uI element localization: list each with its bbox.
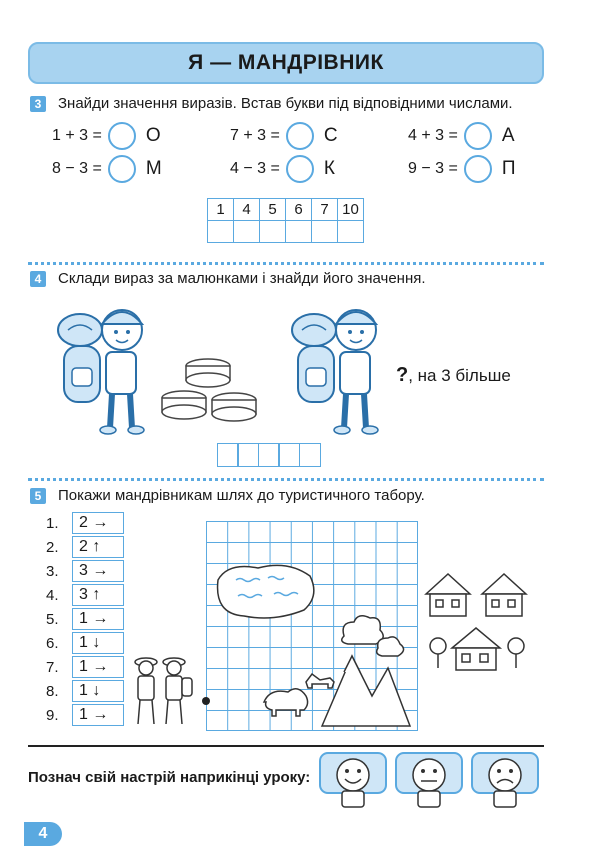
neutral-face-icon[interactable] xyxy=(394,751,464,809)
answer-circle[interactable] xyxy=(464,155,492,183)
path-step: 1. 2 → xyxy=(46,512,124,534)
hiker-boy-illustration xyxy=(50,292,160,438)
letter-cell[interactable] xyxy=(286,221,312,243)
answer-box[interactable] xyxy=(299,443,321,467)
task4-number: 4 xyxy=(30,271,46,287)
task5-instruction: Покажи мандрівникам шлях до туристичного табору. xyxy=(58,487,425,504)
path-step: 3. 3 → xyxy=(46,560,124,582)
page-title: Я — МАНДРІВНИК xyxy=(188,51,384,74)
sad-face-icon[interactable] xyxy=(470,751,540,809)
answer-box[interactable] xyxy=(217,443,239,467)
expression-5: 4 − 3 = К xyxy=(230,155,335,183)
mood-label: Познач свій настрій наприкінці уроку: xyxy=(28,769,311,786)
expression-6: 9 − 3 = П xyxy=(408,155,515,183)
answer-circle[interactable] xyxy=(108,122,136,150)
task3-number: 3 xyxy=(30,96,46,112)
mood-divider xyxy=(28,745,544,747)
answer-box[interactable] xyxy=(278,443,300,467)
happy-face-icon[interactable] xyxy=(318,751,388,809)
answer-box[interactable] xyxy=(237,443,259,467)
expression-1: 1 + 3 = О xyxy=(52,122,161,150)
answer-circle[interactable] xyxy=(286,122,314,150)
path-step: 2. 2 ↑ xyxy=(46,536,124,558)
letter-cell[interactable] xyxy=(312,221,338,243)
section-divider xyxy=(28,478,544,481)
task4-instruction: Склади вираз за малюнками і знайди його значення. xyxy=(58,270,426,287)
tourists-illustration xyxy=(128,652,196,728)
letter-cell[interactable] xyxy=(234,221,260,243)
answer-circle[interactable] xyxy=(108,155,136,183)
expression-4: 8 − 3 = М xyxy=(52,155,162,183)
path-step: 5. 1 → xyxy=(46,608,124,630)
forest-mountains-illustration xyxy=(260,606,420,732)
page-number: 4 xyxy=(24,822,62,846)
tin-cans-illustration xyxy=(160,356,262,428)
task5-number: 5 xyxy=(30,488,46,504)
letter-cell[interactable] xyxy=(208,221,234,243)
path-step: 8. 1 ↓ xyxy=(46,680,124,702)
task4-answer-boxes xyxy=(218,443,321,467)
path-step: 9. 1 → xyxy=(46,704,124,726)
letter-table: 1 4 5 6 7 10 xyxy=(207,198,364,243)
answer-circle[interactable] xyxy=(286,155,314,183)
task4-hint: ?, на 3 більше xyxy=(396,364,511,386)
section-divider xyxy=(28,262,544,265)
task3-instruction: Знайди значення виразів. Встав букви під відповідними числами. xyxy=(58,95,513,112)
start-point xyxy=(200,695,212,707)
letter-cell[interactable] xyxy=(260,221,286,243)
path-step: 6. 1 ↓ xyxy=(46,632,124,654)
expression-3: 4 + 3 = А xyxy=(408,122,515,150)
expression-2: 7 + 3 = С xyxy=(230,122,338,150)
answer-box[interactable] xyxy=(258,443,280,467)
hiker-boy-illustration xyxy=(284,292,394,438)
letter-cell[interactable] xyxy=(338,221,364,243)
path-step: 7. 1 → xyxy=(46,656,124,678)
answer-circle[interactable] xyxy=(464,122,492,150)
path-step: 4. 3 ↑ xyxy=(46,584,124,606)
tourist-camp-houses xyxy=(420,568,532,676)
page-title-bar xyxy=(28,42,544,84)
